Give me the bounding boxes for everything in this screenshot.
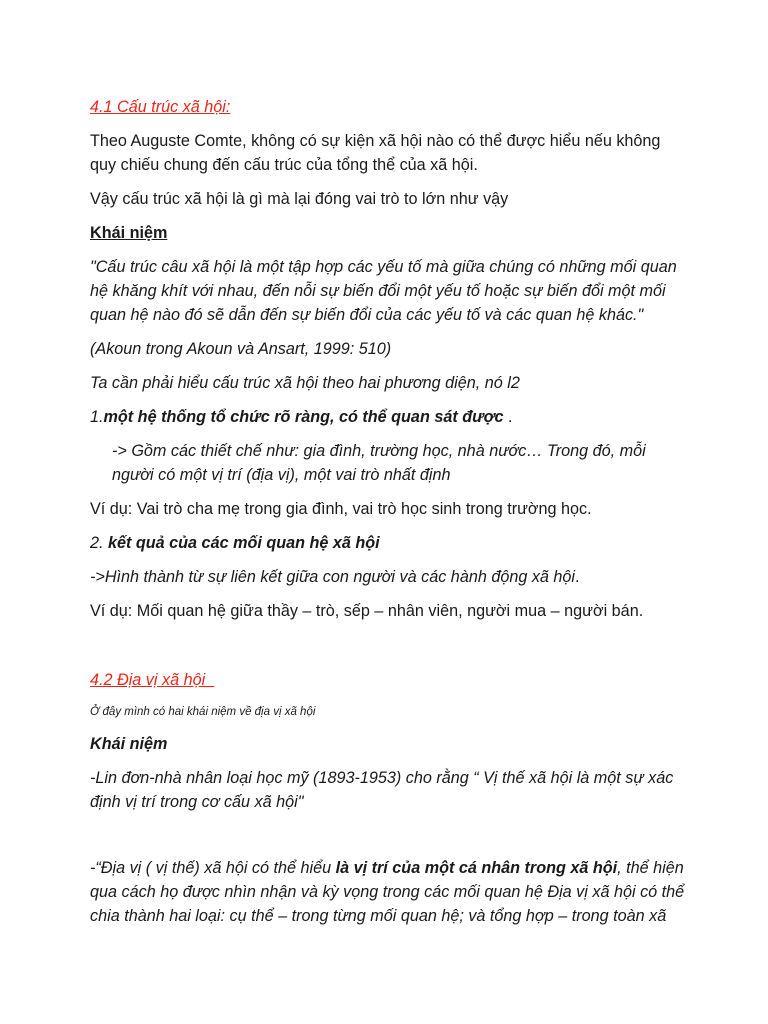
point-1-detail-line-1: -> Gồm các thiết chế như: gia đình, trường học, nhà nước… Trong đó, mỗi — [112, 442, 646, 460]
point-2-detail-end: . — [575, 568, 580, 586]
point-2-text: kết quả của các mối quan hệ xã hội — [108, 534, 380, 552]
linton-line-1: -Lin đơn-nhà nhân loại học mỹ (1893-1953) cho rằng “ Vị thế xã hội là một sự xác — [90, 769, 674, 787]
point-2 — [90, 531, 380, 555]
concept-label-1: Khái niệm — [90, 224, 168, 242]
definition-line-3: chia thành hai loại: cụ thể – trong từng mối quan hệ; và tổng hợp – trong toàn xã — [90, 907, 667, 925]
example-1: Ví dụ: Vai trò cha mẹ trong gia đình, vai trò học sinh trong trường học. — [90, 500, 592, 518]
paragraph-comte-line-1: Theo Auguste Comte, không có sự kiện xã hội nào có thể được hiểu nếu không — [90, 132, 661, 150]
definition-line-1 — [90, 856, 684, 880]
paragraph-comte-line-2: quy chiếu chung đến cấu trúc của tổng thể của xã hội. — [90, 156, 478, 174]
point-1-number: 1. — [90, 408, 104, 426]
linton-line-2: định vị trí trong cơ cấu xã hội" — [90, 793, 304, 811]
two-aspects-line: Ta cần phải hiểu cấu trúc xã hội theo hai phương diện, nó l2 — [90, 374, 520, 392]
definition-line-1-bold: là vị trí của một cá nhân trong xã hội — [335, 859, 618, 877]
quote-line-1: "Cấu trúc câu xã hội là một tập hợp các yếu tố mà giữa chúng có những mối quan — [90, 258, 677, 276]
definition-line-1-a: -“Địa vị ( vị thế) xã hội có thể hiểu — [90, 859, 336, 877]
example-2: Ví dụ: Mối quan hệ giữa thầy – trò, sếp – nhân viên, người mua – người bán. — [90, 602, 644, 620]
quote-line-2: hệ khăng khít với nhau, đến nỗi sự biến đổi một yếu tố hoặc sự biến đổi một mối — [90, 282, 666, 300]
section-2-note: Ở đây mình có hai khái niệm về địa vị xã hội — [90, 706, 316, 718]
point-1-end: . — [503, 408, 513, 426]
point-2-detail — [90, 565, 580, 589]
quote-line-3: quan hệ nào đó sẽ dẫn đến sự biến đổi của các yếu tố và các quan hệ khác." — [90, 306, 644, 324]
point-1-text: một hệ thống tổ chức rõ ràng, có thể quan sát được — [103, 408, 504, 426]
point-1-detail-line-2: người có một vị trí (địa vị), một vai trò nhất định — [112, 466, 451, 484]
section-heading-4-2: 4.2 Địa vị xã hội_ — [90, 671, 215, 689]
definition-line-2: qua cách họ được nhìn nhận và kỳ vọng trong các mối quan hệ Địa vị xã hội có thể — [90, 883, 685, 901]
point-2-detail-text: ->Hình thành từ sự liên kết giữa con người và các hành động xã hội — [90, 568, 576, 586]
citation: (Akoun trong Akoun và Ansart, 1999: 510) — [90, 340, 392, 358]
paragraph-question: Vậy cấu trúc xã hội là gì mà lại đóng vai trò to lớn như vậy — [90, 190, 509, 208]
definition-line-1-c: , thể hiện — [617, 859, 684, 877]
concept-label-2: Khái niệm — [90, 735, 168, 753]
point-2-number: 2. — [90, 534, 108, 552]
point-1 — [90, 405, 513, 429]
section-heading-4-1: 4.1 Cấu trúc xã hội: — [90, 98, 231, 116]
